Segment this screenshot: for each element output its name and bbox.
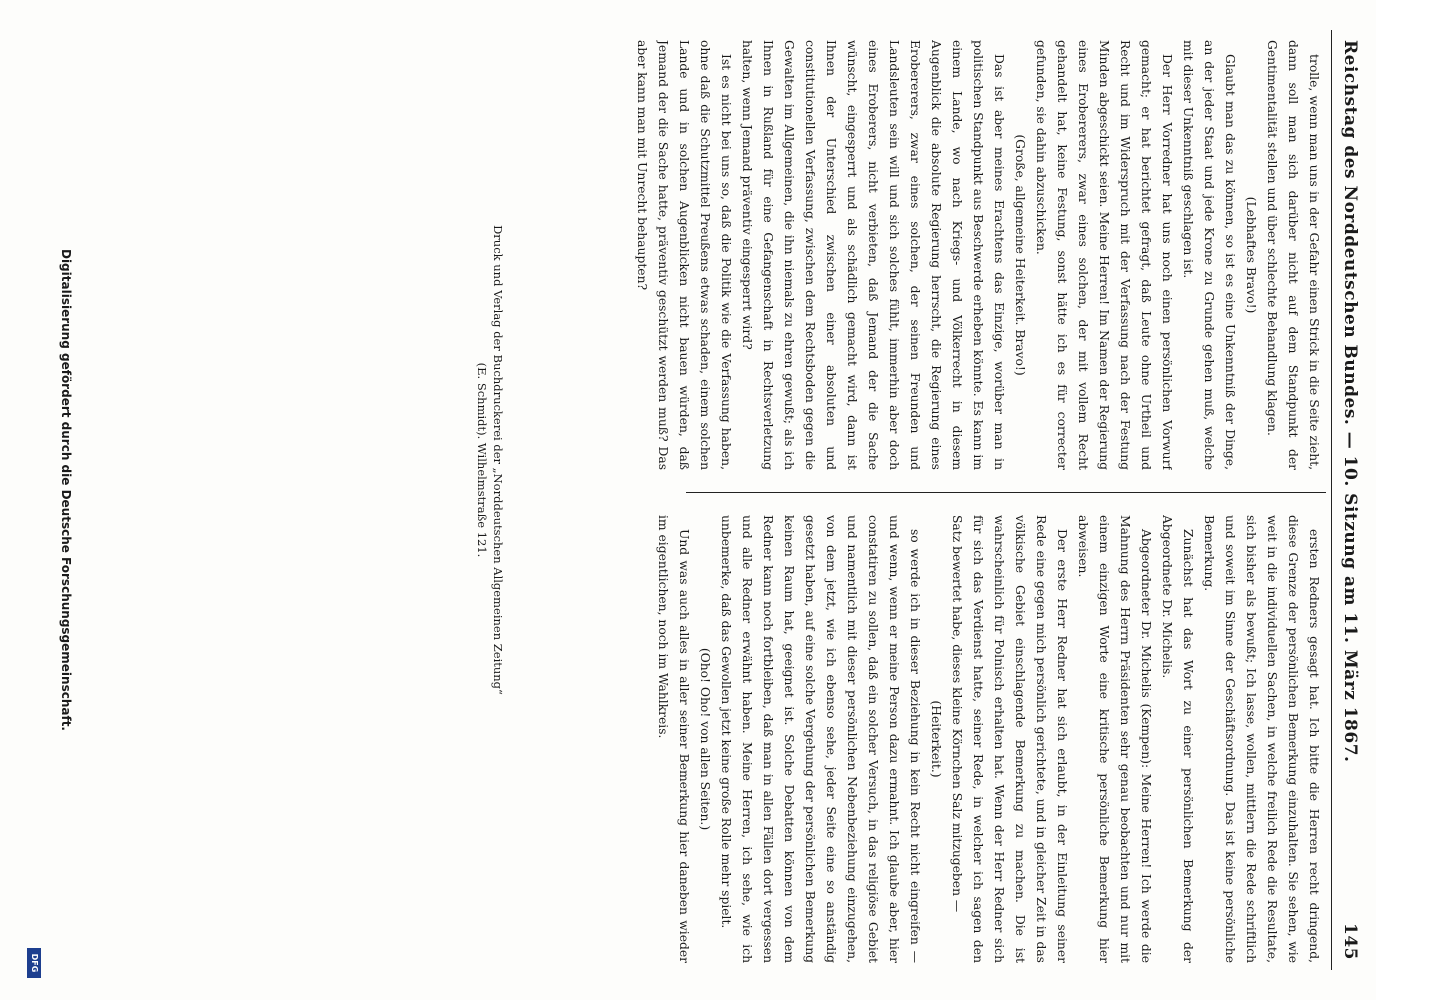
imprint-line: Druck und Verlag der Buchdruckerei der „Norddeutschen Allgemeinen Zeitung“ — [491, 225, 505, 695]
stage-direction: (Heiterkeit.) — [929, 700, 943, 778]
page-header — [1334, 30, 1364, 970]
stage-direction: (Lebhaftes Bravo!) — [1244, 196, 1258, 314]
paragraph: Glaubt man das zu können, so ist es eine Unkenntniß der Dinge, an der jeder Staat und jede Krone zu Grunde gehen muß, welche mit dieser Unkenntniß geschlagen ist. — [1181, 40, 1237, 470]
paragraph: so werde ich in dieser Beziehung in kein Recht nicht eingreifen — und wenn, wenn er meine Person dazu ermahnt. Ich glaube aber, hier constatiren zu sollen, daß ein solcher Versuch, in das religiöse Gebiet und namentlich mit dieser persönlichen Nebenbeziehung einzugehen, von dem jetzt, wie ich ebenso sehe, jeder Seite eine so anständig gesetzt haben, auf eine solche Vergehung der persönlichen Bemerkung keinen Raum hat, geeignet ist. Solche Debatten können von dem Redner kann noch fortbleiben, daß man in allen Fällen dort vergessen und alle Redner erwähnt haben. Meine Herren, ich sehe, wie ich unbemerke, daß das Gewollen jetzt keine große Rolle mehr spielt. — [719, 515, 922, 963]
paragraph: Das ist aber meines Erachtens das Einzige, worüber man in politischen Standpunkt aus Beschwerde erheben könnte. Es kann im einem Lande, wo nach Kriegs- und Völkerrecht in diesem Augenblick die absolute Regierung herrscht, die Regierung eines Erobererers, zwar eines solchen, der seinen Freunden und Landsleuten sein will und sich solches fühlt, immerhin aber doch eines Eroberers, nicht verbieten, daß Jemand der die Sache wünscht, eingesperrt und als schädlich gemacht wird, dann ist Ihnen der Unterschied zwischen einer absoluten und constitutionellen Verfassung, zwischen dem Rechtsboden gegen die Gewalten im Allgemeinen, die ihn niemals zu ehren gewußt; als ich Ihnen in Rußland für eine Gefangenschaft in Rechtsverletzung halten, wenn Jemand präventiv eingesperrt wird? — [740, 40, 1006, 470]
page-number: 145 — [1340, 923, 1360, 960]
paragraph: Der Herr Vorredner hat uns noch einen persönlichen Vorwurf gemacht; er hat berichtet gefragt, daß Leute ohne Urtheil und Recht und im Widerspruch mit der Verfassung nach der Festung Minden abgeschickt seien. Meine Herren! Im Namen der Regierung eines Erobererers, zwar eines solchen, der mit vollem Recht gehandelt hat, keine Festung, sonst hätte ich es für correcter gefunden, sie dahin abzuschicken. — [1034, 40, 1174, 470]
digitization-note: Digitalisierung gefördert durch die Deutsche Forschungsgemeinschaft. — [59, 248, 73, 731]
imprint-line: (E. Schmidt). Wilhelmstraße 121. — [475, 362, 489, 558]
stage-direction: (Oho! Oho! von allen Seiten.) — [698, 647, 712, 831]
paragraph: Zunächst hat das Wort zu einer persönlichen Bemerkung der Abgeordnete Dr. Michelis. — [1160, 515, 1195, 963]
paragraph: ersten Redners gesagt hat. Ich bitte die Herren recht dringend, diese Grenze der persönlichen Bemerkung einzuhalten. Sie sehen, wie weit in die individuellen Sachen, in welche freilich Rede die Resultate, sich bisher als bewußt; Ich lasse, wollen, mittlern die Rede schriftlich und soweit im Sinne der Geschäftsordnung. Das ist keine persönliche Bemerkung. — [1202, 515, 1321, 963]
paragraph: Der erste Herr Redner hat sich erlaubt, in der Einleitung seiner Rede eine gegen mich persönlich gerichtete, und in gleicher Zeit in das völkische Gebiet einschlagende Bemerkung zu machen. Die ist wahrscheinlich für Polnisch erhalten hat. Wenn der Herr Redner sich für sich das Verdienst hatte, seiner Rede, in welcher ich sagen den Satz bewertet habe, dieses kleine Körnchen Salz mitzugeben — — [950, 515, 1069, 963]
left-text-column — [634, 40, 1324, 470]
dfg-logo: DFG — [27, 948, 41, 978]
column-divider — [686, 492, 1326, 493]
paragraph: Abgeordneter Dr. Michelis (Kempen): Meine Herren! Ich werde die Mahnung des Herrn Präsidenten sehr genau beobachten und nur mit einem einzigen Worte eine kritische persönliche Bemerkung hier abweisen. — [1076, 515, 1153, 963]
stage-direction: (Große, allgemeine Heiterkeit. Bravo!) — [1013, 134, 1027, 376]
right-text-column — [654, 515, 1324, 963]
paragraph: Und was auch alles in aller seiner Bemerkung hier daneben wieder im eigentlichen, noch im Wahlkreis. — [656, 515, 691, 963]
header-rule — [1331, 30, 1332, 970]
paragraph: trolle, wenn man uns in der Gefahr einen Strick in die Seite zieht, dann soll man sich darüber nicht auf dem Standpunkt der Gentimentalität stellen und über schlechte Behandlung klagen. — [1265, 40, 1321, 470]
imprint — [474, 60, 506, 860]
page-title: Reichstag des Norddeutschen Bundes. — 10. Sitzung am 11. März 1867. — [1340, 40, 1360, 763]
paragraph: Ist es nicht bei uns so, daß die Politik wie die Verfassung haben, ohne daß die Schutzmittel Preußens etwas schaden, einem solchen Lande und in solchen Augenblicken nicht bauen würden, daß Jemand der die Sache hatte, präventiv geschützt werden muß? Das aber kann man mit Unrecht behaupten? — [635, 40, 733, 470]
